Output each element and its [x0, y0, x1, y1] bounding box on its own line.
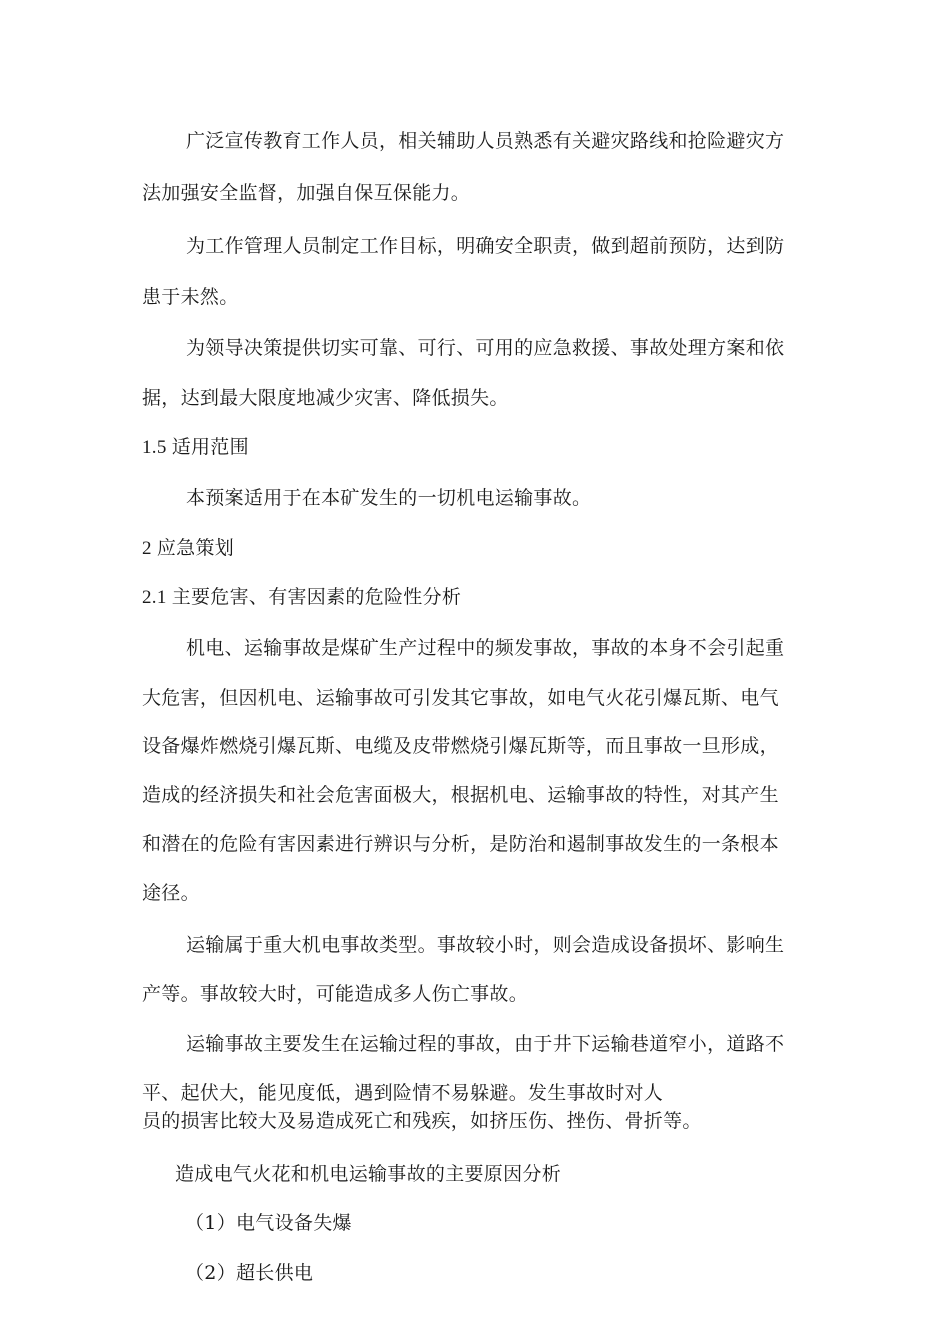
paragraph-line: 造成的经济损失和社会危害面极大，根据机电、运输事故的特性，对其产生 — [142, 784, 779, 806]
paragraph-line: 大危害，但因机电、运输事故可引发其它事故，如电气火花引爆瓦斯、电气 — [142, 687, 779, 709]
paragraph-line: 设备爆炸燃烧引爆瓦斯、电缆及皮带燃烧引爆瓦斯等，而且事故一旦形成， — [142, 735, 779, 757]
section-heading: 1.5 适用范围 — [142, 437, 249, 458]
paragraph-line: 产等。事故较大时，可能造成多人伤亡事故。 — [142, 983, 529, 1005]
paragraph-line: 运输属于重大机电事故类型。事故较小时，则会造成设备损坏、影响生 — [186, 934, 785, 956]
paragraph-line: 和潜在的危险有害因素进行辨识与分析，是防治和遏制事故发生的一条根本 — [142, 833, 779, 855]
paragraph-line: 机电、运输事故是煤矿生产过程中的频发事故，事故的本身不会引起重 — [186, 637, 785, 659]
list-item: （2）超长供电 — [185, 1262, 314, 1284]
paragraph-line: 广泛宣传教育工作人员，相关辅助人员熟悉有关避灾路线和抢险避灾方 — [186, 130, 785, 152]
paragraph-line: 途径。 — [142, 882, 200, 904]
list-item: （1）电气设备失爆 — [185, 1212, 352, 1234]
paragraph-line: 法加强安全监督，加强自保互保能力。 — [142, 182, 471, 204]
paragraph-line: 为领导决策提供切实可靠、可行、可用的应急救援、事故处理方案和依 — [186, 337, 785, 359]
paragraph-line: 据，达到最大限度地减少灾害、降低损失。 — [142, 387, 509, 409]
paragraph-line: 患于未然。 — [142, 286, 239, 308]
paragraph-line: 运输事故主要发生在运输过程的事故，由于井下运输巷道窄小，道路不 — [186, 1033, 785, 1055]
subsection-heading: 2.1 主要危害、有害因素的危险性分析 — [142, 587, 462, 608]
paragraph-line: 本预案适用于在本矿发生的一切机电运输事故。 — [186, 487, 592, 509]
paragraph-line: 平、起伏大，能见度低，遇到险情不易躲避。发生事故时对人 — [142, 1082, 664, 1104]
paragraph-line: 造成电气火花和机电运输事故的主要原因分析 — [175, 1163, 562, 1185]
paragraph-line: 员的损害比较大及易造成死亡和残疾，如挤压伤、挫伤、骨折等。 — [142, 1110, 702, 1132]
section-heading: 2 应急策划 — [142, 538, 235, 559]
paragraph-line: 为工作管理人员制定工作目标，明确安全职责，做到超前预防，达到防 — [186, 235, 785, 257]
